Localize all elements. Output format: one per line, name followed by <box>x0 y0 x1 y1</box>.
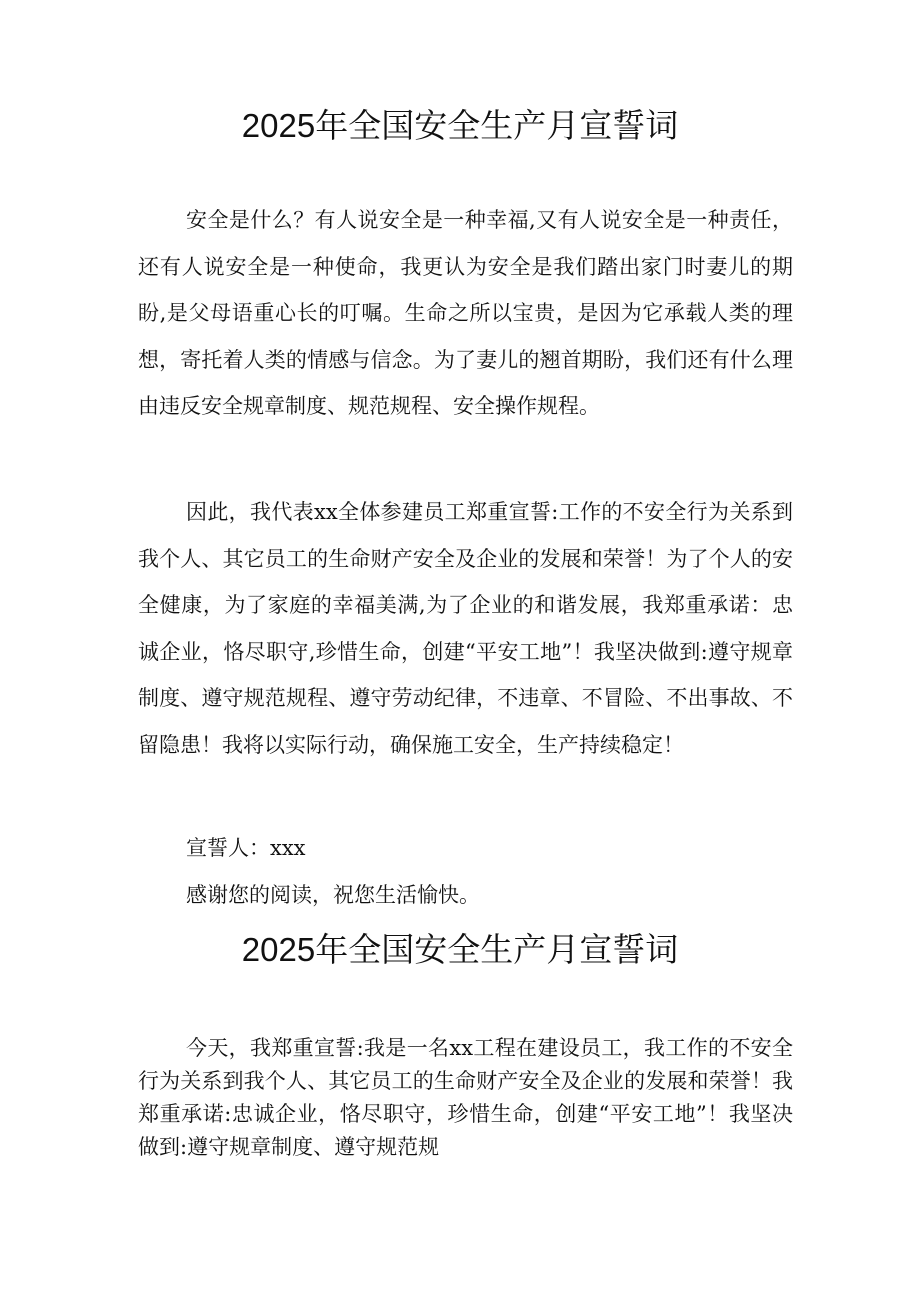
paragraph-signatory: 宣誓人：xxx <box>186 836 306 860</box>
document-title-second: 2025年全国安全生产月宣誓词 <box>241 931 679 968</box>
document-title: 2025年全国安全生产月宣誓词 <box>241 107 679 144</box>
paragraph-second-oath: 今天，我郑重宣誓:我是一名xx工程在建设员工，我工作的不安全行为关系到我个人、其它员工的生命财产安全及企业的发展和荣誉！我郑重承诺:忠诚企业，恪尽职守，珍惜生命，创建“平安工地”！我坚决做到:遵守规章制度、遵守规范规 <box>138 1036 793 1159</box>
paragraph-closing: 感谢您的阅读，祝您生活愉快。 <box>186 883 480 907</box>
paragraph-intro: 安全是什么？有人说安全是一种幸福,又有人说安全是一种责任，还有人说安全是一种使命，我更认为安全是我们踏出家门时妻儿的期盼,是父母语重心长的叮嘱。生命之所以宝贵，是因为它承载人类的理想，寄托着人类的情感与信念。为了妻儿的翘首期盼，我们还有什么理由违反安全规章制度、规范规程、安全操作规程。 <box>138 208 793 418</box>
paragraph-oath: 因此，我代表xx全体参建员工郑重宣誓:工作的不安全行为关系到我个人、其它员工的生命财产安全及企业的发展和荣誉！为了个人的安全健康，为了家庭的幸福美满,为了企业的和谐发展，我郑重承诺：忠诚企业，恪尽职守,珍惜生命，创建“平安工地”！我坚决做到:遵守规章制度、遵守规范规程、遵守劳动纪律，不违章、不冒险、不出事故、不留隐患！我将以实际行动，确保施工安全，生产持续稳定！ <box>138 500 793 757</box>
